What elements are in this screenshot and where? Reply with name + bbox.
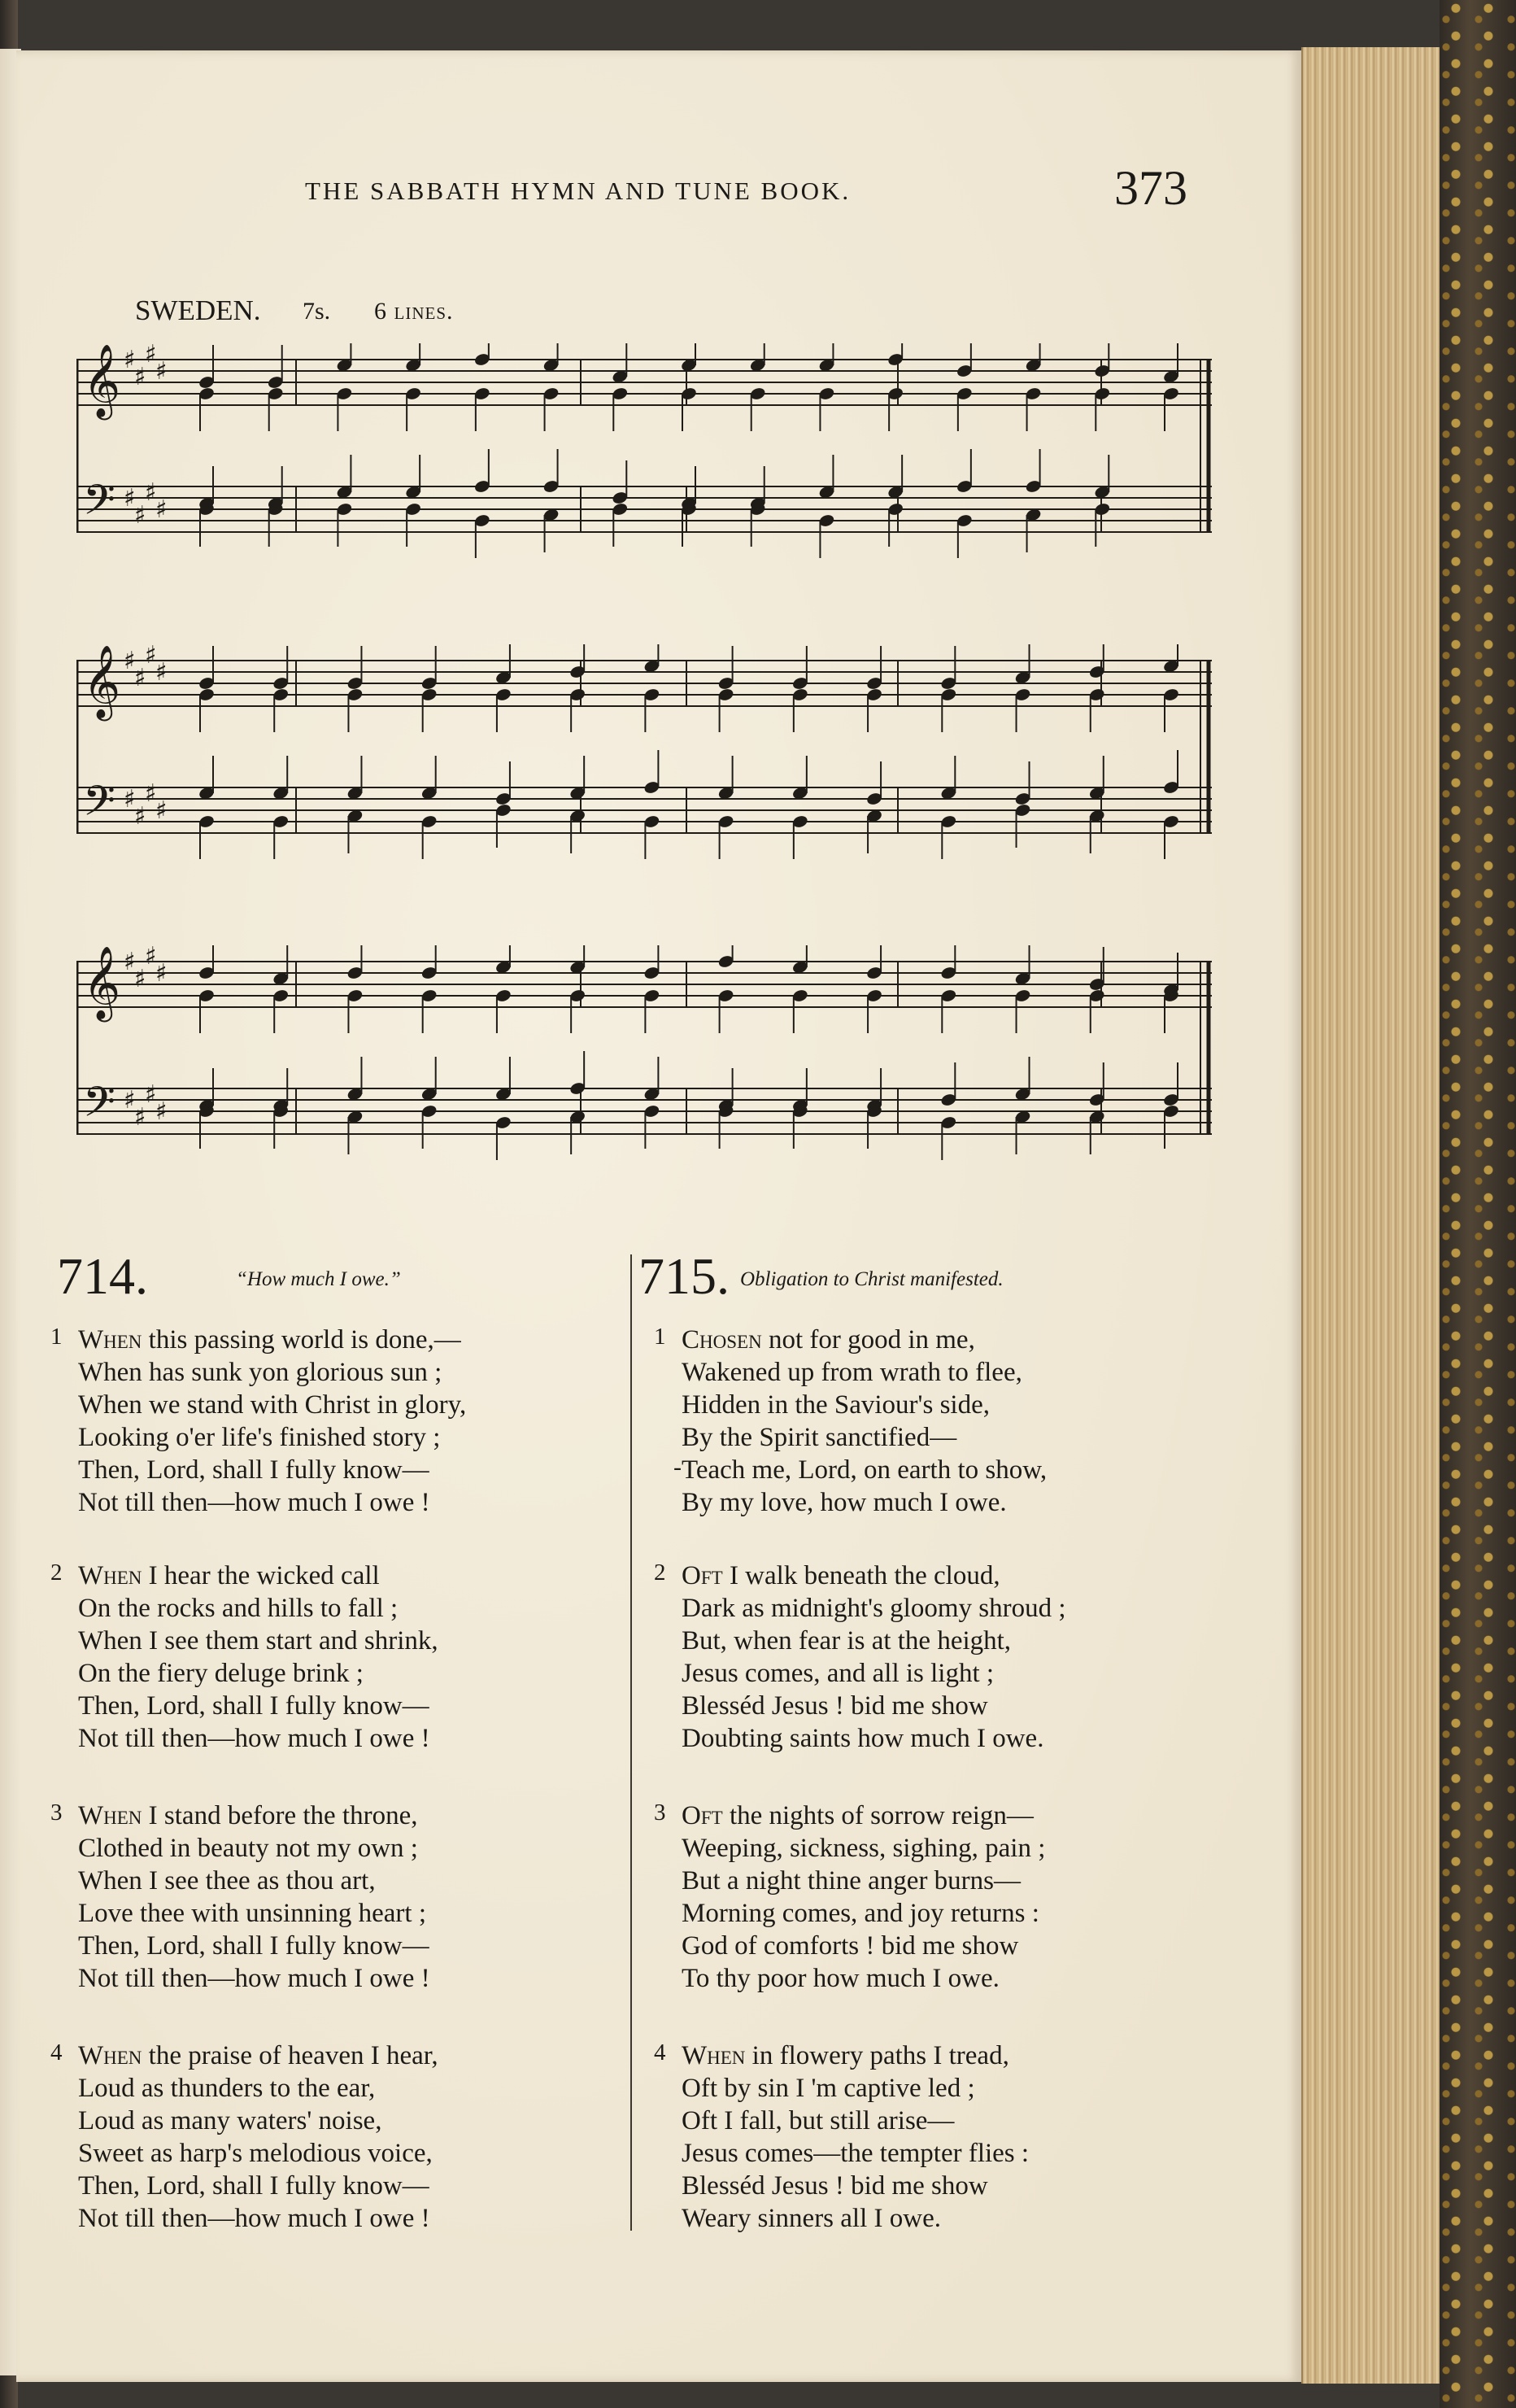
first-word: When	[682, 2041, 746, 2070]
music-staff-svg	[76, 343, 1220, 587]
treble-clef: 𝄞	[83, 344, 121, 417]
stanza-line: Oft by sin I 'm captive led ;	[682, 2074, 975, 2103]
stanza-line: Not till then—how much I owe !	[78, 1964, 430, 1993]
treble-clef: 𝄞	[83, 946, 121, 1019]
stanza-line: Blesséd Jesus ! bid me show	[682, 1691, 988, 1721]
key-sharp: ♯	[155, 1097, 168, 1126]
stanza-line: Blesséd Jesus ! bid me show	[682, 2171, 988, 2201]
stanza-number: 3	[654, 1799, 666, 1826]
stanza-line: Hidden in the Saviour's side,	[682, 1390, 990, 1420]
stanza-line: Chosen not for good in me,	[682, 1325, 975, 1354]
hymn-715-number: 715.	[638, 1247, 730, 1305]
stanza-line: But a night thine anger burns—	[682, 1866, 1022, 1895]
stanza-line: On the rocks and hills to fall ;	[78, 1594, 399, 1623]
key-sharp: ♯	[145, 1080, 157, 1109]
stanza-line: Then, Lord, shall I fully know—	[78, 1931, 429, 1961]
first-word: Chosen	[682, 1325, 762, 1354]
music-staff-svg	[76, 945, 1220, 1189]
stanza-line: Sweet as harp's melodious voice,	[78, 2139, 433, 2168]
key-sharp: ♯	[124, 346, 136, 374]
stanza-number: 2	[50, 1560, 63, 1586]
stanza-line: When in flowery paths I tread,	[682, 2041, 1009, 2070]
first-word: When	[78, 1325, 142, 1354]
stanza-number: 2	[654, 1560, 666, 1586]
stanza-line: When I stand before the throne,	[78, 1801, 418, 1830]
stanza-line: When this passing world is done,—	[78, 1325, 461, 1354]
key-sharp: ♯	[124, 647, 136, 675]
key-sharp: ♯	[124, 948, 136, 976]
key-sharp: ♯	[145, 644, 157, 670]
book-page	[16, 50, 1301, 2382]
stanza-number: 3	[50, 1799, 63, 1826]
page-number: 373	[1114, 161, 1187, 215]
stanza-number: 1	[50, 1324, 63, 1350]
key-sharp: ♯	[124, 1086, 136, 1115]
stanza-line: When has sunk yon glorious sun ;	[78, 1358, 442, 1387]
key-sharp: ♯	[124, 785, 136, 814]
stanza-line: Not till then—how much I owe !	[78, 2204, 430, 2233]
bass-clef: 𝄢	[83, 1077, 115, 1136]
music-system-2	[76, 644, 1220, 888]
stanza-line: Morning comes, and joy returns :	[682, 1899, 1039, 1928]
stanza-line: Jesus comes, and all is light ;	[682, 1659, 995, 1688]
first-word: When	[78, 1801, 142, 1830]
key-sharp: ♯	[134, 664, 146, 692]
tune-name: SWEDEN.	[135, 294, 261, 326]
stanza-line: Then, Lord, shall I fully know—	[78, 1691, 429, 1721]
stanza-line: Dark as midnight's gloomy shroud ;	[682, 1594, 1066, 1623]
key-sharp: ♯	[134, 802, 146, 831]
tune-lines: 6 lines.	[374, 298, 454, 325]
stanza-line: Jesus comes—the tempter flies :	[682, 2139, 1030, 2168]
stanza-line: Doubting saints how much I owe.	[682, 1724, 1044, 1753]
key-sharp: ♯	[145, 779, 157, 808]
stanza-line: Weeping, sickness, sighing, pain ;	[682, 1834, 1046, 1863]
stanza-line: Weary sinners all I owe.	[682, 2204, 941, 2233]
first-word: When	[78, 2041, 142, 2070]
treble-clef: 𝄞	[83, 645, 121, 718]
tune-meter: 7s.	[303, 298, 331, 325]
stanza-line: When we stand with Christ in glory,	[78, 1390, 467, 1420]
first-word: Oft	[682, 1801, 723, 1830]
stanza-line: When the praise of heaven I hear,	[78, 2041, 438, 2070]
key-sharp: ♯	[134, 1103, 146, 1132]
stanza-line: By the Spirit sanctified—	[682, 1423, 957, 1452]
first-word: Oft	[682, 1561, 723, 1590]
stanza-number: 4	[50, 2039, 63, 2066]
key-sharp: ♯	[155, 959, 168, 988]
stanza-line: Clothed in beauty not my own ;	[78, 1834, 418, 1863]
stanza-line: Loud as many waters' noise,	[78, 2106, 382, 2135]
stanza-line: To thy poor how much I owe.	[682, 1964, 1000, 1993]
stanza-line: Then, Lord, shall I fully know—	[78, 1455, 429, 1485]
stanza-line: Then, Lord, shall I fully know—	[78, 2171, 429, 2201]
hymn-714-number: 714.	[57, 1247, 148, 1305]
key-sharp: ♯	[155, 357, 168, 386]
stanza-line: Oft the nights of sorrow reign—	[682, 1801, 1034, 1830]
music-staff-svg	[76, 644, 1220, 888]
stanza-number: 1	[654, 1324, 666, 1350]
column-divider	[630, 1254, 632, 2231]
stanza-line: Wakened up from wrath to flee,	[682, 1358, 1022, 1387]
margin-mark: -	[673, 1454, 682, 1481]
stanza-line: Love thee with unsinning heart ;	[78, 1899, 426, 1928]
page-edges	[1301, 47, 1441, 2384]
running-title: THE SABBATH HYMN AND TUNE BOOK.	[305, 177, 852, 205]
stanza-line: By my love, how much I owe.	[682, 1488, 1007, 1517]
key-sharp: ♯	[155, 495, 168, 524]
stanza-line: Teach me, Lord, on earth to show,	[682, 1455, 1048, 1485]
gilt-cover-edge	[1440, 0, 1516, 2408]
key-sharp: ♯	[134, 501, 146, 530]
key-sharp: ♯	[155, 658, 168, 687]
music-system-3	[76, 945, 1220, 1189]
bass-clef: 𝄢	[83, 776, 115, 835]
key-sharp: ♯	[124, 484, 136, 513]
hymn-714-subtitle: “How much I owe.”	[236, 1268, 401, 1290]
key-sharp: ♯	[134, 363, 146, 391]
key-sharp: ♯	[155, 796, 168, 825]
stanza-line: But, when fear is at the height,	[682, 1626, 1012, 1656]
stanza-line: When I see them start and shrink,	[78, 1626, 438, 1656]
hymn-715-subtitle: Obligation to Christ manifested.	[740, 1268, 1004, 1290]
key-sharp: ♯	[145, 343, 157, 369]
stanza-line: Oft I fall, but still arise—	[682, 2106, 955, 2135]
stanza-line: Not till then—how much I owe !	[78, 1488, 430, 1517]
stanza-line: God of comforts ! bid me show	[682, 1931, 1019, 1961]
stanza-line: When I see thee as thou art,	[78, 1866, 376, 1895]
stanza-line: Oft I walk beneath the cloud,	[682, 1561, 1000, 1590]
stanza-line: Looking o'er life's finished story ;	[78, 1423, 441, 1452]
stanza-line: Not till then—how much I owe !	[78, 1724, 430, 1753]
stanza-line: On the fiery deluge brink ;	[78, 1659, 364, 1688]
stanza-line: Loud as thunders to the ear,	[78, 2074, 376, 2103]
key-sharp: ♯	[145, 478, 157, 507]
stanza-number: 4	[654, 2039, 666, 2066]
key-sharp: ♯	[134, 965, 146, 993]
music-system-1	[76, 343, 1220, 587]
first-word: When	[78, 1561, 142, 1590]
bass-clef: 𝄢	[83, 475, 115, 534]
stanza-line: When I hear the wicked call	[78, 1561, 380, 1590]
key-sharp: ♯	[145, 945, 157, 971]
